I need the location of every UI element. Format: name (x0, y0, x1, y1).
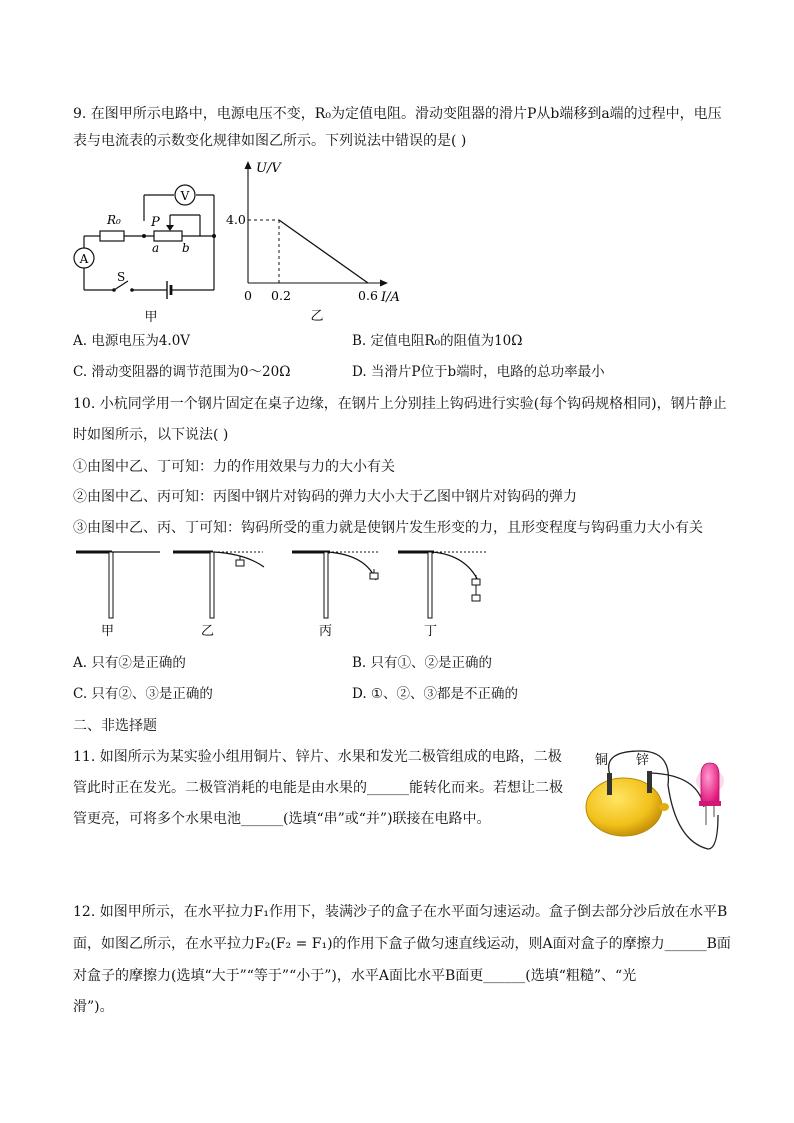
figure-ding (398, 552, 488, 639)
r0-resistor-symbol (100, 231, 124, 241)
q9-stem-line2: 表与电流表的示数变化规律如图乙所示。下列说法中错误的是( ) (73, 133, 467, 149)
r0-label: R₀ (107, 213, 121, 227)
graph-caption: 乙 (310, 309, 324, 324)
figure-yi (173, 552, 264, 639)
terminal-b-label: b (182, 241, 190, 255)
ammeter-label: A (79, 252, 89, 266)
q11-line3: 管更亮，可将多个水果电池______(选填“串”或“并”)联接在电路中。 (73, 811, 491, 827)
y-axis-label: U/V (256, 161, 281, 176)
label-ding: 丁 (424, 624, 438, 639)
y-tick-4: 4.0 (226, 212, 246, 227)
origin-label: 0 (244, 288, 252, 303)
q12-line3: 对盒子的摩擦力(选填“大于”“等于”“小于”)，水平A面比水平B面更______(选填“粗糙”、“光 (73, 968, 637, 984)
q10-stem-line2: 时如图所示，以下说法( ) (73, 427, 229, 443)
x-axis-label: I/A (381, 290, 400, 305)
zinc-label: 锌 (636, 753, 650, 768)
q10-option-d[interactable]: D. ①、②、③都是不正确的 (352, 686, 519, 702)
q12-line1: 12. 如图甲所示，在水平拉力F₁作用下，装满沙子的盒子在水平面匀速运动。盒子倒去部分沙后放在水平B (73, 904, 728, 920)
copper-label: 铜 (595, 753, 609, 768)
q9-circuit-diagram (70, 175, 220, 325)
q9-stem-line1: 9. 在图甲所示电路中，电源电压不变，R₀为定值电阻。滑动变阻器的滑片P从b端移到a端的过程中，电压 (73, 106, 722, 122)
label-yi: 乙 (201, 624, 215, 639)
x-axis-arrow (380, 280, 388, 287)
q10-option-b[interactable]: B. 只有①、②是正确的 (352, 655, 493, 671)
q11-line1: 11. 如图所示为某实验小组用铜片、锌片、水果和发光二极管组成的电路，二极 (73, 749, 562, 765)
q10-statement-2: ②由图中乙、丙可知：丙图中钢片对钩码的弹力大小大于乙图中钢片对钩码的弹力 (73, 489, 577, 505)
switch-label: S (117, 270, 126, 284)
q9-option-c[interactable]: C. 滑动变阻器的调节范围为0～20Ω (73, 364, 291, 380)
q10-option-a[interactable]: A. 只有②是正确的 (73, 655, 186, 671)
figure-bing (292, 552, 380, 639)
copper-electrode (607, 773, 612, 795)
q9-option-d[interactable]: D. 当滑片P位于b端时，电路的总功率最小 (352, 364, 605, 380)
q10-stem-line1: 10. 小杭同学用一个钢片固定在桌子边缘，在钢片上分别挂上钩码进行实验(每个钩码规格相同)，钢片静止 (73, 396, 727, 412)
label-bing: 丙 (319, 624, 333, 639)
q12-line4: 滑”)。 (73, 999, 114, 1015)
q10-steel-strip-figures (68, 545, 498, 645)
slider-p-label: P (151, 215, 160, 230)
terminal-a-label: a (152, 241, 160, 255)
q10-statement-1: ①由图中乙、丁可知：力的作用效果与力的大小有关 (73, 459, 395, 475)
x-tick-0-2: 0.2 (271, 288, 291, 303)
rheostat-symbol (154, 231, 182, 241)
label-jia: 甲 (101, 624, 115, 639)
section-2-heading: 二、非选择题 (73, 718, 157, 734)
q9-option-b[interactable]: B. 定值电阻R₀的阻值为10Ω (352, 333, 523, 349)
q12-line2: 面，如图乙所示，在水平拉力F₂(F₂ = F₁)的作用下盒子做匀速直线运动，则A面对盒子的摩擦力______B面 (73, 936, 731, 952)
ui-line (279, 220, 368, 283)
q9-option-a[interactable]: A. 电源电压为4.0V (73, 333, 191, 349)
q10-statement-3: ③由图中乙、丙、丁可知：钩码所受的重力就是使钢片发生形变的力，且形变程度与钩码重力大小有关 (73, 520, 703, 536)
voltmeter-label: V (180, 189, 190, 203)
q11-line2: 管此时正在发光。二极管消耗的电能是由水果的______能转化而来。若想让二极 (73, 780, 563, 796)
led-icon (696, 763, 724, 825)
q10-option-c[interactable]: C. 只有②、③是正确的 (73, 686, 213, 702)
y-axis-arrow (245, 161, 252, 169)
x-tick-0-6: 0.6 (358, 288, 378, 303)
q11-fruit-battery-figure (580, 745, 730, 865)
circuit-caption: 甲 (144, 310, 158, 325)
figure-jia (76, 552, 160, 639)
q9-ui-graph (226, 155, 412, 325)
zinc-electrode (647, 771, 652, 793)
